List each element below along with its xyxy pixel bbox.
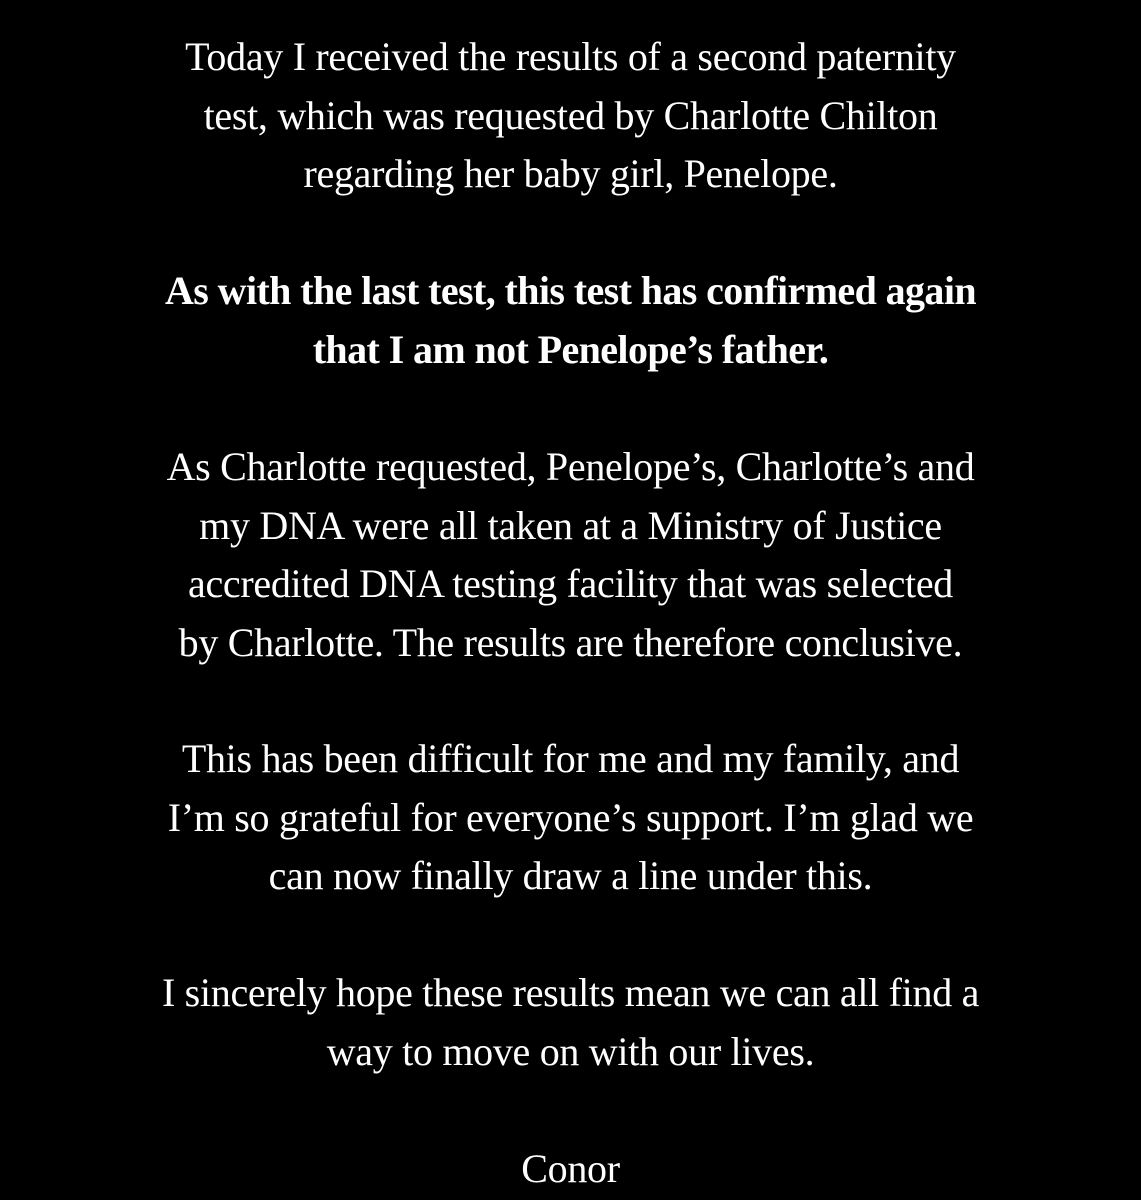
signature	[0, 1140, 1141, 1199]
text-line: This has been difficult for me and my family, and	[181, 736, 960, 781]
text-line: test, which was requested by Charlotte Chilton	[203, 92, 938, 138]
text-line: way to move on with our lives.	[326, 1028, 815, 1074]
text-line: can now finally draw a line under this.	[268, 853, 873, 898]
text-line: accredited DNA testing facility that was selected	[187, 561, 953, 606]
paragraph-test-details	[0, 438, 1141, 672]
text-line: As Charlotte requested, Penelope’s, Charlotte’s and	[166, 444, 975, 489]
text-line: As with the last test, this test has confirmed again	[165, 268, 976, 313]
text-line: that I am not Penelope’s father.	[312, 326, 829, 372]
paragraph-result-emphasis	[0, 262, 1141, 379]
text-line: Today I received the results of a second paternity	[185, 34, 956, 79]
text-line: I sincerely hope these results mean we can all find a	[161, 970, 980, 1015]
text-line: regarding her baby girl, Penelope.	[303, 151, 838, 196]
text-line: I’m so grateful for everyone’s support. I’m glad we	[167, 794, 974, 840]
paragraph-intro	[0, 28, 1141, 204]
paragraph-gratitude	[0, 730, 1141, 906]
text-line: my DNA were all taken at a Ministry of Justice	[199, 502, 942, 548]
text-line: by Charlotte. The results are therefore conclusive.	[178, 619, 963, 665]
signature-name: Conor	[521, 1146, 620, 1191]
paragraph-closing	[0, 964, 1141, 1081]
